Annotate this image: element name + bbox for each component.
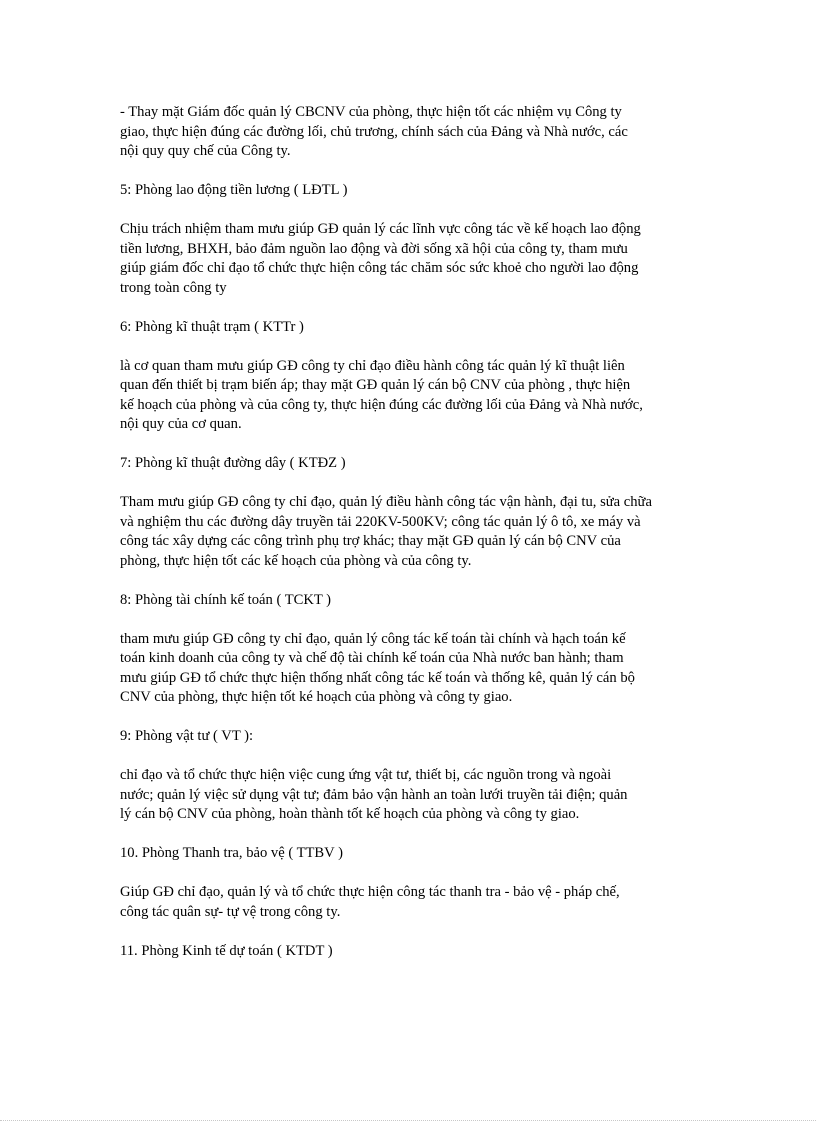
section-heading — [120, 181, 705, 201]
heading-text: 10. Phòng Thanh tra, bảo vệ ( TTBV ) — [120, 845, 343, 861]
paragraph-line: phòng, thực hiện tốt các kế hoạch của phòng và của công ty. — [120, 552, 472, 569]
paragraph — [120, 220, 705, 298]
paragraph-line: CNV của phòng, thực hiện tốt ké hoạch của phòng và công ty giao. — [120, 689, 513, 705]
heading-text: 7: Phòng kĩ thuật đường dây ( KTĐZ ) — [120, 455, 346, 471]
section-heading — [120, 727, 705, 747]
paragraph-line: nội quy quy chế của Công ty. — [120, 143, 291, 159]
section-heading — [120, 942, 705, 962]
paragraph-line: giao, thực hiện đúng các đường lối, chủ trương, chính sách của Đảng và Nhà nước, các — [120, 123, 628, 140]
document-body — [120, 103, 705, 981]
heading-text: 11. Phòng Kinh tế dự toán ( KTDT ) — [120, 942, 333, 959]
page-bottom-divider — [0, 1120, 816, 1121]
paragraph-line: nội quy của cơ quan. — [120, 416, 242, 432]
paragraph-line: - Thay mặt Giám đốc quản lý CBCNV của phòng, thực hiện tốt các nhiệm vụ Công ty — [120, 104, 622, 120]
paragraph-line: và nghiệm thu các đường dây truyền tải 220KV-500KV; công tác quản lý ô tô, xe máy và — [120, 513, 641, 530]
heading-text: 5: Phòng lao động tiền lương ( LĐTL ) — [120, 182, 348, 198]
paragraph-line: kế hoạch của phòng và của công ty, thực hiện đúng các đường lối của Đảng và Nhà nước, — [120, 396, 643, 413]
paragraph-line: là cơ quan tham mưu giúp GĐ công ty chỉ đạo điều hành công tác quản lý kĩ thuật liên — [120, 357, 625, 374]
paragraph-line: nước; quản lý việc sử dụng vật tư; đảm bảo vận hành an toàn lưới truyền tải điện; quản — [120, 786, 628, 803]
paragraph-line: tham mưu giúp GĐ công ty chỉ đạo, quản lý công tác kế toán tài chính và hạch toán kế — [120, 630, 626, 647]
section-heading — [120, 454, 705, 474]
paragraph — [120, 103, 705, 162]
heading-text: 9: Phòng vật tư ( VT ): — [120, 728, 254, 744]
paragraph-line: công tác quân sự- tự vệ trong công ty. — [120, 903, 341, 920]
paragraph-line: mưu giúp GĐ tổ chức thực hiện thống nhất công tác kế toán và thống kê, quản lý cán bộ — [120, 669, 635, 686]
paragraph-line: Tham mưu giúp GĐ công ty chỉ đạo, quản lý điều hành công tác vận hành, đại tu, sửa chữa — [120, 494, 652, 510]
paragraph — [120, 357, 705, 435]
paragraph-line: quan đến thiết bị trạm biến áp; thay mặt GĐ quản lý cán bộ CNV của phòng , thực hiện — [120, 377, 631, 393]
heading-text: 6: Phòng kĩ thuật trạm ( KTTr ) — [120, 318, 304, 335]
paragraph-line: công tác xây dựng các công trình phụ trợ khác; thay mặt GĐ quản lý cán bộ CNV của — [120, 533, 621, 549]
paragraph-line: tiền lương, BHXH, bảo đảm nguồn lao động và đời sống xã hội của công ty, tham mưu — [120, 240, 628, 257]
paragraph — [120, 630, 705, 708]
section-heading — [120, 318, 705, 338]
paragraph-line: Giúp GĐ chỉ đạo, quản lý và tổ chức thực hiện công tác thanh tra - bảo vệ - pháp chế, — [120, 884, 620, 900]
paragraph-line: giúp giám đốc chỉ đạo tổ chức thực hiện công tác chăm sóc sức khoẻ cho người lao động — [120, 260, 639, 276]
paragraph-line: Chịu trách nhiệm tham mưu giúp GĐ quản lý các lĩnh vực công tác về kế hoạch lao động — [120, 221, 641, 237]
paragraph-line: toán kinh doanh của công ty và chế độ tài chính kế toán của Nhà nước ban hành; tham — [120, 650, 624, 666]
section-heading — [120, 591, 705, 611]
paragraph-line: lý cán bộ CNV của phòng, hoàn thành tốt kế hoạch của phòng và công ty giao. — [120, 806, 580, 822]
section-heading — [120, 844, 705, 864]
paragraph — [120, 766, 705, 825]
heading-text: 8: Phòng tài chính kế toán ( TCKT ) — [120, 591, 332, 608]
paragraph — [120, 883, 705, 922]
paragraph — [120, 493, 705, 571]
paragraph-line: chỉ đạo và tổ chức thực hiện việc cung ứng vật tư, thiết bị, các nguồn trong và ngoài — [120, 767, 612, 783]
paragraph-line: trong toàn công ty — [120, 279, 227, 296]
